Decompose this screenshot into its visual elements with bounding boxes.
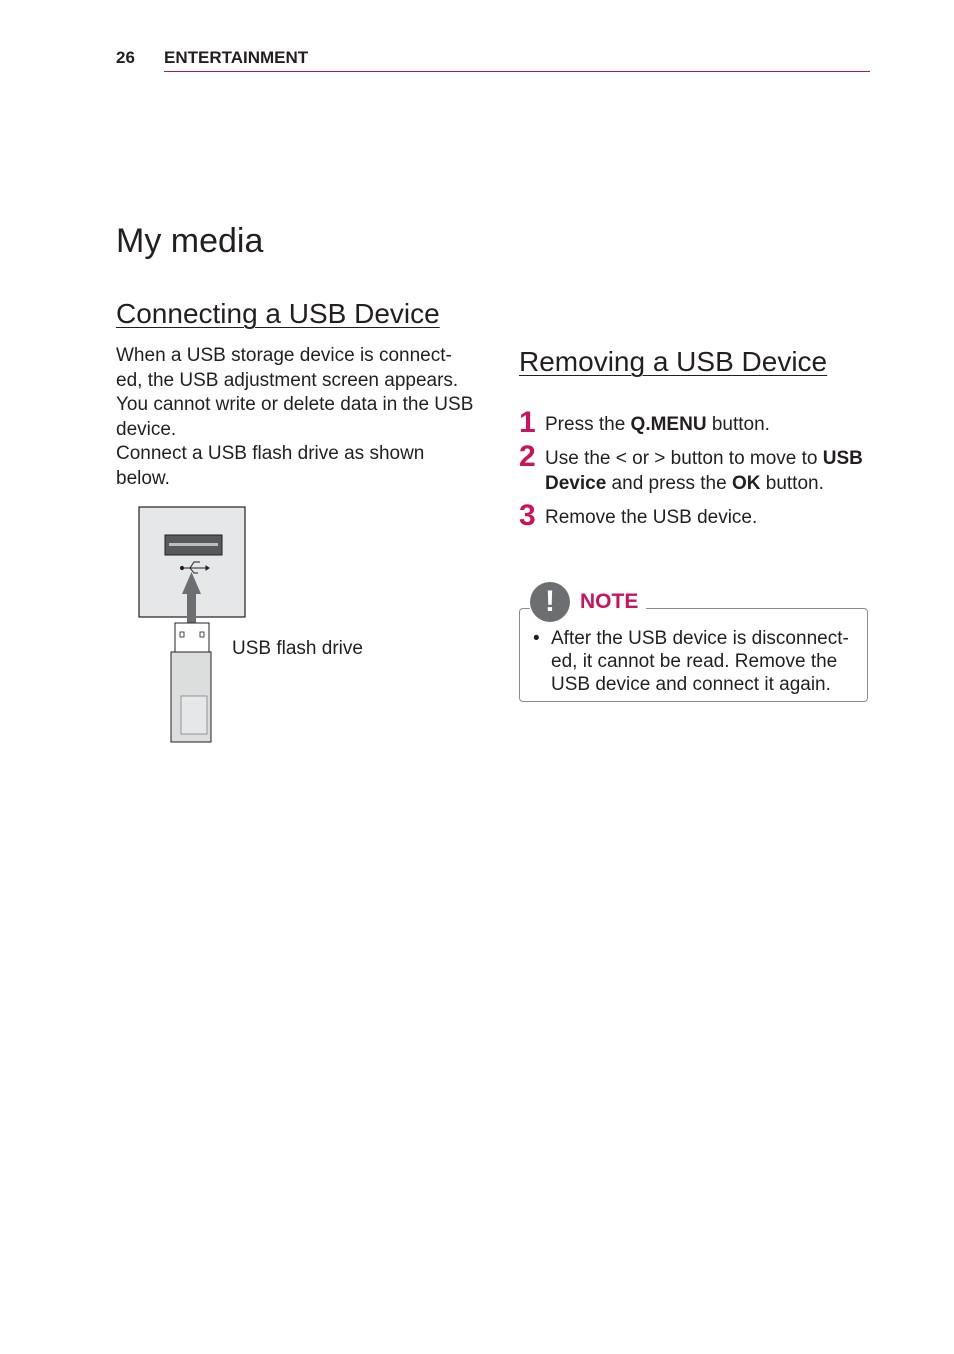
connect-paragraph-1: When a USB storage device is connect-ed, the USB adjustment screen appears. You cannot write or delete data in the USB device.: [116, 345, 474, 440]
note-header: [530, 582, 646, 622]
step-text: button.: [706, 414, 770, 435]
usb-plug-connector: [175, 623, 209, 653]
step-text: Use the < or > button to move to: [545, 448, 823, 469]
step-number: 2: [519, 440, 536, 473]
step-1: [519, 406, 869, 439]
connect-heading: Connecting a USB Device: [116, 298, 440, 329]
remove-heading: Removing a USB Device: [519, 346, 828, 377]
note-label: NOTE: [580, 590, 639, 613]
step-2: [519, 440, 869, 496]
note-list: [533, 627, 863, 696]
step-number: 3: [519, 499, 536, 532]
exclamation-icon: !: [530, 582, 570, 622]
step-number: 1: [519, 406, 536, 439]
header-page-number: 26: [116, 48, 135, 67]
header-rule: [164, 71, 870, 72]
step-text: Press the: [545, 414, 631, 435]
usb-connection-illustration: [138, 506, 388, 746]
connect-paragraph-2: Connect a USB flash drive as shown below.: [116, 443, 425, 489]
header-section-title: ENTERTAINMENT: [164, 48, 309, 67]
step-3: [519, 499, 869, 532]
step-key: USB Device: [545, 448, 863, 494]
connect-body: [116, 344, 476, 492]
step-text: button.: [760, 473, 824, 494]
step-text: and press the: [606, 473, 732, 494]
step-text: Remove the USB device.: [545, 507, 758, 528]
page-title: My media: [116, 222, 264, 260]
note-item: • After the USB device is disconnect-ed, it cannot be read. Remove the USB device and connect it again.: [533, 627, 863, 696]
step-key: Q.MENU: [630, 414, 707, 435]
step-key: OK: [731, 473, 761, 494]
figure-label-usb-flash-drive: USB flash drive: [232, 638, 363, 659]
remove-steps: [519, 406, 869, 539]
